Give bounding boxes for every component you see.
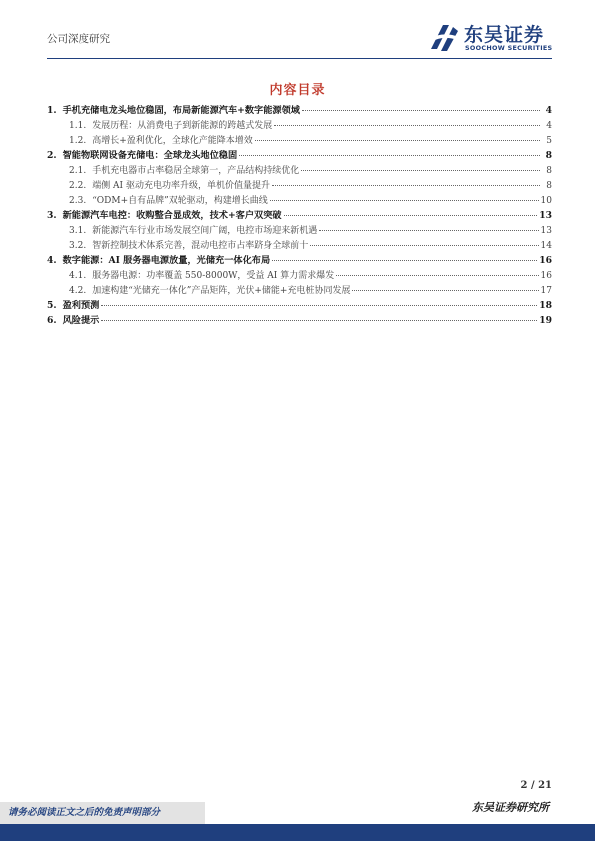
toc-entry-number: 3.	[47, 210, 57, 221]
toc-entry-page: 4	[546, 121, 552, 131]
toc-title: 内容目录	[269, 83, 326, 98]
toc-entry-page: 16	[539, 255, 552, 266]
toc-entry-title: 加速构建“光储充一体化”产品矩阵，光伏+储能+充电桩协同发展	[92, 286, 351, 296]
toc-entry-number: 2.3.	[69, 196, 87, 206]
disclaimer-notice: 请务必阅读正文之后的免责声明部分	[0, 802, 205, 824]
toc-entry-page: 18	[539, 300, 552, 311]
toc-entry-title: 端侧 AI 驱动充电功率升级，单机价值量提升	[92, 181, 270, 191]
toc-dot-leader	[336, 266, 538, 276]
toc-entry-title: 高增长+盈利优化，全球化产能降本增效	[92, 136, 253, 146]
toc-entry-number: 1.2.	[69, 136, 87, 146]
document-type-label: 公司深度研究	[47, 33, 110, 45]
toc-entry-number: 6.	[47, 315, 57, 326]
toc-entry-title: “ODM+自有品牌”双轮驱动，构建增长曲线	[92, 196, 268, 206]
toc-dot-leader	[270, 191, 539, 201]
toc-entry-page: 8	[546, 166, 552, 176]
toc-entry-number: 1.1.	[69, 121, 87, 131]
toc-entry-title: 手机充电器市占率稳居全球第一，产品结构持续优化	[92, 166, 300, 176]
toc-entry-title: 盈利预测	[62, 300, 100, 311]
toc-entry-title: 发展历程：从消费电子到新能源的跨越式发展	[92, 121, 273, 131]
toc-dot-leader	[255, 131, 540, 141]
toc-dot-leader	[274, 116, 540, 126]
toc-entry-number: 1.	[47, 105, 57, 116]
toc-dot-leader	[101, 311, 537, 321]
soochow-logo-icon	[427, 21, 461, 55]
toc-dot-leader	[301, 161, 540, 171]
toc-dot-leader	[302, 101, 540, 111]
toc-entry-page: 14	[540, 241, 552, 251]
logo-english-name: SOOCHOW SECURITIES	[465, 44, 553, 52]
toc-entry-number: 2.	[47, 150, 57, 161]
toc-entry-page: 4	[545, 105, 552, 116]
toc-entry-page: 10	[540, 196, 552, 206]
toc-entry-number: 3.1.	[69, 226, 87, 236]
toc-entry-number: 2.2.	[69, 181, 87, 191]
toc-dot-leader	[101, 296, 537, 306]
toc-entry-title: 新能源汽车行业市场发展空间广阔，电控市场迎来新机遇	[92, 226, 318, 236]
toc-entry-number: 2.1.	[69, 166, 87, 176]
toc-entry-page: 13	[539, 210, 552, 221]
toc-entry-number: 4.1.	[69, 271, 87, 281]
toc-dot-leader	[352, 281, 538, 291]
toc-entry-number: 5.	[47, 300, 57, 311]
toc-entry-title: 新能源汽车电控：收购整合显成效，技术+客户双突破	[62, 210, 282, 221]
toc-entry-page: 17	[540, 286, 552, 296]
toc-entry-page: 5	[546, 136, 552, 146]
toc-entry-title: 智能物联网设备充储电：全球龙头地位稳固	[62, 150, 238, 161]
toc-dot-leader	[239, 146, 540, 156]
toc-dot-leader	[272, 176, 540, 186]
table-of-contents	[47, 103, 552, 328]
toc-entry-number: 3.2.	[69, 241, 87, 251]
page-indicator: 2 / 21	[520, 780, 552, 791]
toc-dot-leader	[319, 221, 538, 231]
toc-entry-title: 手机充储电龙头地位稳固，布局新能源汽车+数字能源领域	[62, 105, 300, 116]
toc-entry-title: 智新控制技术体系完善，混动电控市占率跻身全球前十	[92, 241, 309, 251]
toc-dot-leader	[284, 206, 538, 216]
toc-entry-number: 4.	[47, 255, 57, 266]
company-logo	[427, 20, 557, 56]
toc-entry-title: 服务器电源：功率覆盖 550-8000W，受益 AI 算力需求爆发	[92, 271, 335, 281]
toc-entry-page: 19	[539, 315, 552, 326]
toc-entry-page: 8	[546, 181, 552, 191]
header-divider	[47, 58, 552, 59]
toc-entry-page: 8	[545, 150, 552, 161]
toc-entry-page: 13	[540, 226, 552, 236]
footer-band	[0, 824, 595, 841]
toc-entry-title: 数字能源：AI 服务器电源放量，光储充一体化布局	[62, 255, 271, 266]
toc-dot-leader	[310, 236, 538, 246]
toc-entry[interactable]	[47, 313, 552, 328]
toc-dot-leader	[272, 251, 537, 261]
logo-chinese-name: 东吴证券	[464, 24, 545, 46]
toc-entry-number: 4.2.	[69, 286, 87, 296]
institute-name: 东吴证券研究所	[472, 801, 549, 814]
toc-entry-page: 16	[540, 271, 552, 281]
toc-entry-title: 风险提示	[62, 315, 100, 326]
